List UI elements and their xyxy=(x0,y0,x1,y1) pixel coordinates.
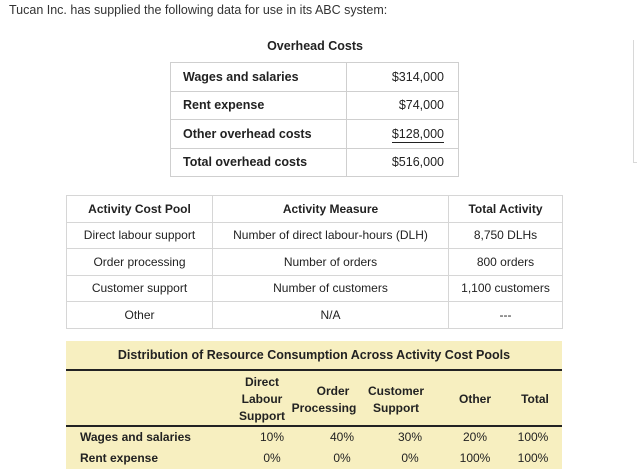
table-cell: Direct labour support xyxy=(67,222,213,249)
column-header-order-processing xyxy=(288,383,360,417)
table-cell: Number of direct labour-hours (DLH) xyxy=(213,222,449,249)
column-header-direct-labour-support xyxy=(232,374,292,425)
overhead-value: $516,000 xyxy=(347,148,459,177)
column-header: Activity Measure xyxy=(213,196,449,223)
table-row xyxy=(171,120,459,149)
divider xyxy=(66,425,562,427)
header-line: Labour xyxy=(241,392,283,406)
header-line: Support xyxy=(239,409,285,423)
table-cell: Order processing xyxy=(67,249,213,276)
table-cell: 800 orders xyxy=(449,249,563,276)
overhead-value: $314,000 xyxy=(347,63,459,92)
row-label: Wages and salaries xyxy=(80,430,191,444)
column-header: Total Activity xyxy=(449,196,563,223)
table-cell: --- xyxy=(449,302,563,329)
overhead-table xyxy=(170,62,459,177)
column-header: Activity Cost Pool xyxy=(67,196,213,223)
header-line: Processing xyxy=(291,401,357,415)
column-header-other: Other xyxy=(458,392,491,406)
table-cell: 10% xyxy=(259,430,285,444)
table-cell: 40% xyxy=(329,430,355,444)
table-row xyxy=(67,222,563,249)
table-row xyxy=(67,302,563,329)
table-cell: 20% xyxy=(462,430,488,444)
table-row xyxy=(171,63,459,92)
overhead-title: Overhead Costs xyxy=(267,39,363,53)
overhead-label: Total overhead costs xyxy=(171,148,347,177)
scrollbar-edge xyxy=(633,40,637,163)
overhead-value-cell xyxy=(347,120,459,149)
overhead-label: Wages and salaries xyxy=(171,63,347,92)
table-cell: 1,100 customers xyxy=(449,275,563,302)
overhead-label: Other overhead costs xyxy=(171,120,347,149)
table-cell: 100% xyxy=(517,451,549,465)
table-row xyxy=(67,275,563,302)
table-row xyxy=(67,249,563,276)
header-line: Direct xyxy=(244,375,279,389)
row-label: Rent expense xyxy=(80,451,159,465)
activity-table xyxy=(66,195,563,329)
table-cell: Other xyxy=(67,302,213,329)
table-cell: Number of customers xyxy=(213,275,449,302)
divider xyxy=(66,369,562,371)
column-header-customer-support xyxy=(362,383,430,417)
distribution-title: Distribution of Resource Consumption Across Activity Cost Pools xyxy=(117,348,511,362)
table-row xyxy=(171,91,459,120)
header-line: Customer xyxy=(367,384,424,398)
table-cell: 30% xyxy=(397,430,423,444)
header-line: Order xyxy=(316,384,350,398)
table-cell: 0% xyxy=(263,451,281,465)
overhead-value: $128,000 xyxy=(391,126,444,141)
table-cell: 0% xyxy=(333,451,351,465)
table-cell: N/A xyxy=(213,302,449,329)
overhead-label: Rent expense xyxy=(171,91,347,120)
table-cell: 8,750 DLHs xyxy=(449,222,563,249)
column-header-total: Total xyxy=(521,392,549,406)
table-cell: 0% xyxy=(401,451,419,465)
intro-text: Tucan Inc. has supplied the following data for use in its ABC system: xyxy=(9,3,388,17)
header-line: Support xyxy=(373,401,419,415)
table-cell: Number of orders xyxy=(213,249,449,276)
table-row xyxy=(171,148,459,177)
table-cell: 100% xyxy=(459,451,491,465)
table-header-row xyxy=(67,196,563,223)
overhead-value: $74,000 xyxy=(347,91,459,120)
table-cell: 100% xyxy=(517,430,549,444)
table-cell: Customer support xyxy=(67,275,213,302)
